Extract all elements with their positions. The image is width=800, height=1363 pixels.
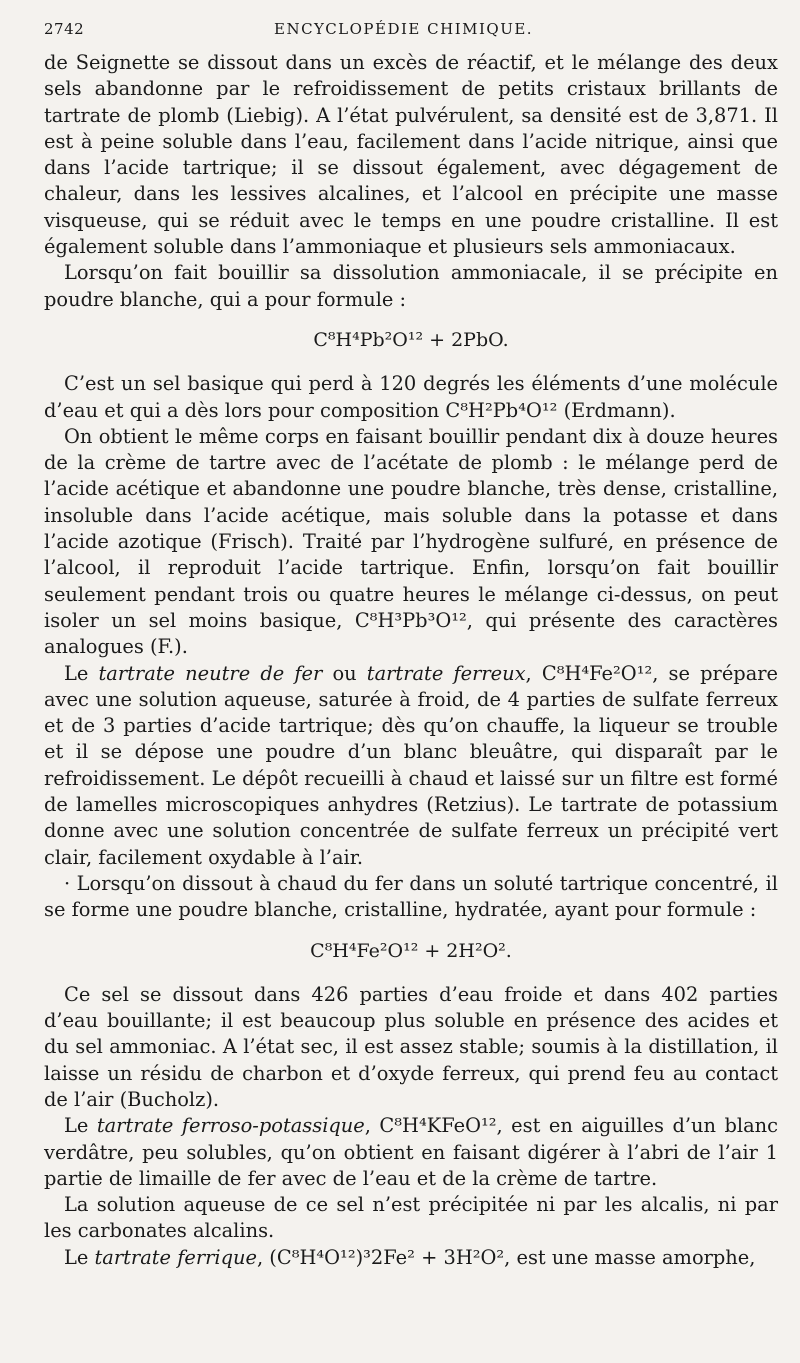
text-run: On obtient le même corps en faisant bouillir pendant dix à douze heures de la crème de tartre avec de l’acétate de plomb : le mélange perd de l’acide acétique et abandonne une poudre blanche, très dense, cristalline, insoluble dans l’acide acétique, mais soluble dans la potasse et dans l’acide azotique (Frisch). Traité par l’hydrogène sulfuré, en présence de l’alcool, il reproduit l’acide tartrique. Enfin, lorsqu’on fait bouillir seulement pendant trois ou quatre heures le mélange ci-dessus, on peut isoler un sel moins basique, C⁸H³Pb³O¹², qui présente des caractères analogues (F.). (44, 424, 778, 659)
text-run: Ce sel se dissout dans 426 parties d’eau froide et dans 402 parties d’eau bouillante; il est beaucoup plus soluble en présence des acides et du sel ammoniac. A l’état sec, il est assez stable; soumis à la distillation, il laisse un résidu de charbon et d’oxyde ferreux, qui prend feu au contact de l’air (Bucholz). (44, 982, 778, 1111)
text-run: Le (64, 661, 99, 685)
text-run: La solution aqueuse de ce sel n’est précipitée ni par les alcalis, ni par les carbonates alcalins. (44, 1193, 778, 1243)
text-run: de Seignette se dissout dans un excès de réactif, et le mélange des deux sels abandonne par le refroidissement de petits cristaux brillants de tartrate de plomb (Liebig). A l’état pulvérulent, sa densité est de 3,871. Il est à peine soluble dans l’eau, facilement dans l’acide nitrique, ainsi que dans l’acide tartrique; il se dissout également, avec dégagement de chaleur, dans les lessives alcalines, et l’alcool en précipite une masse visqueuse, qui se réduit avec le temps en une poudre cristalline. Il est également soluble dans l’ammoniaque et plusieurs sels ammoniacaux. (44, 51, 778, 259)
running-title: ENCYCLOPÉDIE CHIMIQUE. (274, 20, 534, 38)
text-run: C⁸H⁴Fe²O¹² + 2H²O². (310, 939, 512, 962)
formula (44, 327, 778, 353)
text-run: , C⁸H⁴Fe²O¹², se prépare avec une solution aqueuse, saturée à froid, de 4 parties de sulfate ferreux et de 3 parties d’acide tartrique; dès qu’on chauffe, la liqueur se trouble et il se dépose une poudre d’un blanc bleuâtre, qui disparaît par le refroidissement. Le dépôt recueilli à chaud et laissé sur un filtre est formé de lamelles microscopiques anhydres (Retzius). Le tartrate de potassium donne avec une solution concentrée de sulfate ferreux un précipité vert clair, facilement oxydable à l’air. (44, 661, 779, 869)
text-run: C’est un sel basique qui perd à 120 degrés les éléments d’une molécule d’eau et qui a dès lors pour composition C⁸H²Pb⁴O¹² (Erdmann). (44, 372, 778, 422)
paragraph (44, 871, 778, 924)
text-run: , (C⁸H⁴O¹²)³2Fe² + 3H²O², est une masse amorphe, (256, 1245, 756, 1269)
paragraph (44, 371, 778, 424)
italic-term: tartrate ferroso-potassique (96, 1114, 365, 1138)
paragraph (44, 260, 778, 313)
paragraph (44, 982, 778, 1113)
text-run: · Lorsqu’on dissout à chaud du fer dans un soluté tartrique concentré, il se forme une poudre blanche, cristalline, hydratée, ayant pour formule : (44, 871, 778, 922)
italic-term: tartrate ferreux (366, 661, 526, 685)
paragraph (44, 1113, 778, 1192)
text-run: ou (322, 661, 367, 685)
italic-term: tartrate neutre de fer (98, 661, 323, 685)
text-run: C⁸H⁴Pb²O¹² + 2PbO. (313, 328, 509, 351)
formula (44, 938, 778, 964)
page-body (44, 50, 778, 1271)
page-header (44, 20, 778, 50)
paragraph (44, 661, 778, 871)
paragraph (44, 424, 778, 661)
text-run: Le (64, 1245, 95, 1269)
text-run: Lorsqu’on fait bouillir sa dissolution ammoniacale, il se précipite en poudre blanche, qui a pour formule : (44, 261, 778, 311)
paragraph (44, 1192, 778, 1245)
paragraph (44, 1245, 778, 1271)
paragraph (44, 50, 778, 260)
page-number: 2742 (44, 20, 85, 38)
text-run: , C⁸H⁴KFeO¹², est en aiguilles d’un blanc verdâtre, peu solubles, qu’on obtient en faisant digérer à l’abri de l’air 1 partie de limaille de fer avec de l’eau et de la crème de tartre. (44, 1114, 778, 1190)
text-run: Le (64, 1114, 97, 1138)
italic-term: tartrate ferrique (94, 1245, 257, 1269)
